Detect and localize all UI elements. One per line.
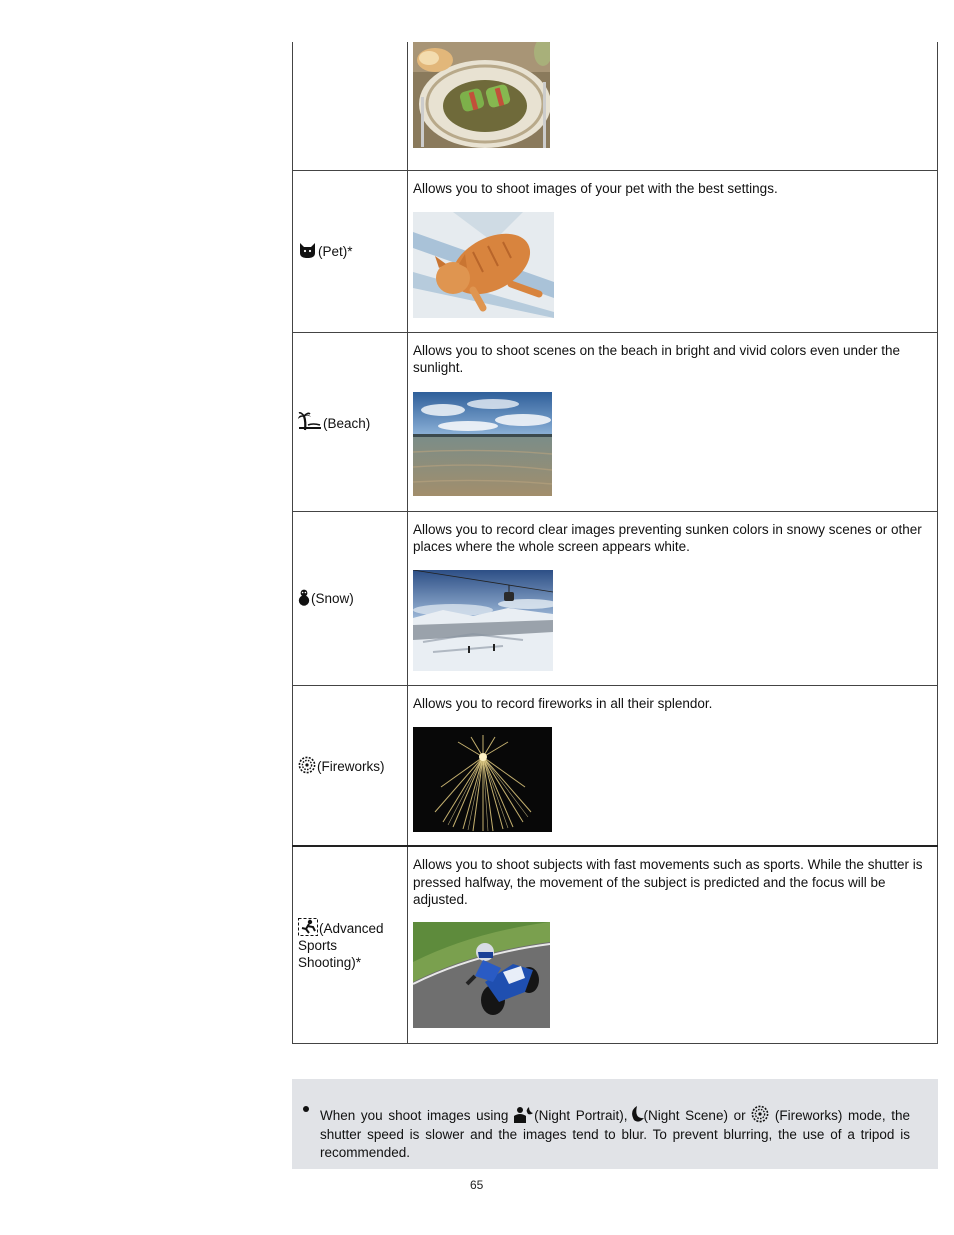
note-text-part: When you shoot images using <box>320 1108 509 1123</box>
scene-description-cell <box>408 511 938 685</box>
note-text-part: (Night Portrait), <box>534 1108 628 1123</box>
scene-name: (Beach) <box>323 415 371 431</box>
snow-photo <box>413 570 553 671</box>
table-row <box>293 170 938 332</box>
food-photo <box>413 42 550 148</box>
scene-description: Allows you to shoot subjects with fast movements such as sports. While the shutter is pressed halfway, the movement of the subject is predicted and the focus will be adjusted. <box>413 857 923 907</box>
scene-description-cell <box>408 685 938 846</box>
cat-photo <box>413 212 554 318</box>
table-row <box>293 42 938 170</box>
table-row <box>293 332 938 511</box>
table-row <box>293 685 938 846</box>
scene-name: (Advanced Sports Shooting)* <box>298 921 384 971</box>
fireworks-icon <box>298 756 316 774</box>
scene-name: (Pet)* <box>318 244 353 259</box>
scene-description-cell <box>408 332 938 511</box>
advanced-sports-icon <box>298 918 318 936</box>
night-portrait-icon <box>514 1106 534 1123</box>
scene-name-cell <box>293 332 408 511</box>
scene-name-cell <box>293 846 408 1043</box>
fireworks-photo <box>413 727 552 832</box>
scene-description: Allows you to record fireworks in all their splendor. <box>413 695 713 711</box>
pet-icon <box>298 242 317 259</box>
snow-icon <box>298 589 310 606</box>
table-row <box>293 846 938 1043</box>
fireworks-icon <box>751 1105 769 1123</box>
page-number: 65 <box>470 1178 484 1192</box>
note-text <box>320 1105 910 1163</box>
night-scene-icon <box>628 1106 644 1123</box>
table-row <box>293 511 938 685</box>
note-text-part: (Night Scene) or <box>643 1108 746 1123</box>
scene-name: (Fireworks) <box>317 758 385 774</box>
scene-name-cell <box>293 685 408 846</box>
motorcycle-photo <box>413 922 550 1028</box>
beach-icon <box>298 412 322 431</box>
scene-description: Allows you to record clear images preventing sunken colors in snowy scenes or other places where the whole screen appears white. <box>413 521 922 554</box>
scene-description-cell <box>408 170 938 332</box>
scene-mode-table <box>292 42 938 1044</box>
scene-description-cell <box>408 42 938 170</box>
beach-photo <box>413 392 552 496</box>
scene-name: (Snow) <box>311 591 354 606</box>
scene-description: Allows you to shoot images of your pet with the best settings. <box>413 180 778 196</box>
scene-description-cell <box>408 846 938 1043</box>
scene-description: Allows you to shoot scenes on the beach in bright and vivid colors even under the sunlight. <box>413 342 901 375</box>
scene-name-cell <box>293 42 408 170</box>
scene-name-cell <box>293 170 408 332</box>
note-text-part: (Fireworks) mode, the shutter speed is slower and the images tend to blur. To prevent blurring, the use of a tripod is recommended. <box>320 1108 910 1160</box>
scene-name-cell <box>293 511 408 685</box>
bullet-icon <box>303 1106 309 1112</box>
note-box <box>292 1079 938 1169</box>
